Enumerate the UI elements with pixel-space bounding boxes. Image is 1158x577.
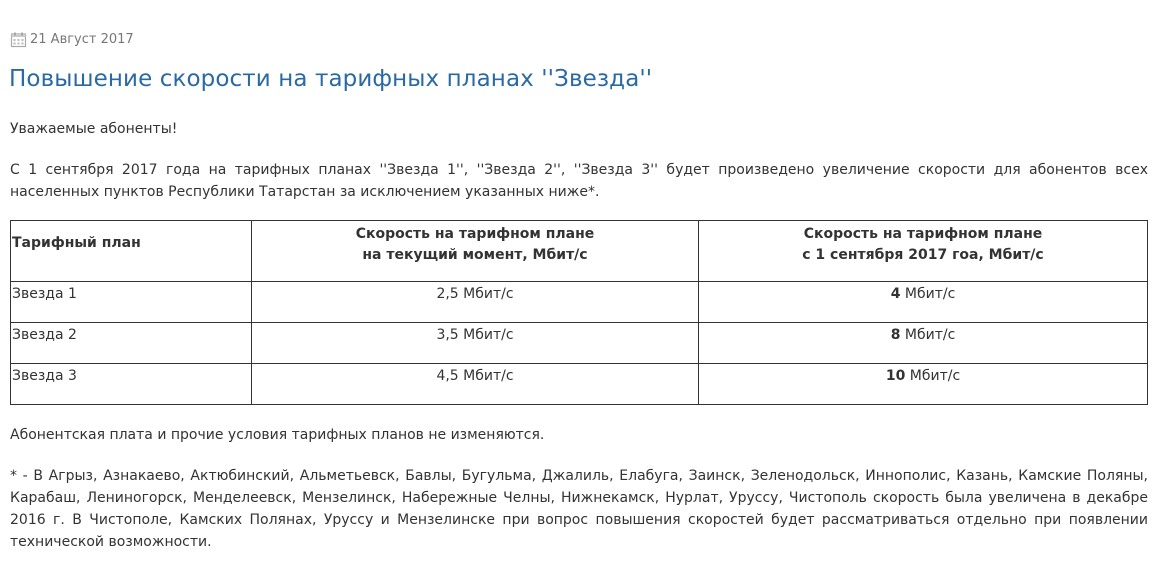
new-speed-unit: Мбит/с (905, 368, 961, 384)
greeting: Уважаемые абоненты! (10, 121, 178, 137)
cell-current-speed: 2,5 Мбит/с (252, 282, 699, 323)
calendar-icon (10, 31, 27, 48)
new-speed-value: 8 (890, 327, 901, 343)
tariff-table (10, 220, 1148, 405)
intro-paragraph: С 1 сентября 2017 года на тарифных планах ''Звезда 1'', ''Звезда 2'', ''Звезда 3'' будет произведено увеличение скорости для абонентов всех населенных пунктов Республики Татарстан за исключением указанных ниже*. (10, 162, 1148, 200)
header-new-speed (699, 221, 1148, 282)
new-speed-value: 10 (885, 368, 906, 384)
conditions-paragraph: Абонентская плата и прочие условия тарифных планов не изменяются. (10, 427, 545, 443)
page-title[interactable]: Повышение скорости на тарифных планах ''Звезда'' (9, 66, 653, 92)
cell-plan: Звезда 3 (11, 364, 252, 405)
cell-new-speed (699, 323, 1148, 364)
cell-plan: Звезда 2 (11, 323, 252, 364)
article-date (10, 31, 134, 48)
cell-plan: Звезда 1 (11, 282, 252, 323)
table-row (11, 364, 1148, 405)
header-current-line2: на текущий момент, Мбит/с (362, 247, 588, 263)
new-speed-unit: Мбит/с (900, 286, 956, 302)
header-current-line1: Скорость на тарифном плане (355, 226, 595, 242)
cell-new-speed (699, 282, 1148, 323)
new-speed-value: 4 (890, 286, 901, 302)
cell-new-speed (699, 364, 1148, 405)
header-plan: Тарифный план (11, 221, 252, 282)
header-new-line1: Скорость на тарифном плане (803, 226, 1043, 242)
footnote-paragraph: * - В Агрыз, Азнакаево, Актюбинский, Альметьевск, Бавлы, Бугульма, Джалиль, Елабуга, Заинск, Зеленодольск, Иннополис, Казань, Камские Поляны, Карабаш, Лениногорск, Менделеевск, Мензелинск, Набережные Челны, Нижнекамск, Нурлат, Уруссу, Чистополь скорость была увеличена в декабре 2016 г. В Чистополе, Камских Полянах, Уруссу и Мензелинске при вопрос повышения скоростей будет рассматриваться отдельно при появлении технической возможности. (10, 468, 1148, 550)
date-text: 21 Август 2017 (30, 32, 134, 47)
table-row (11, 323, 1148, 364)
new-speed-unit: Мбит/с (900, 327, 956, 343)
header-current-speed (252, 221, 699, 282)
header-new-line2: с 1 сентября 2017 гоа, Мбит/с (802, 247, 1044, 263)
table-header-row (11, 221, 1148, 282)
cell-current-speed: 4,5 Мбит/с (252, 364, 699, 405)
table-row (11, 282, 1148, 323)
cell-current-speed: 3,5 Мбит/с (252, 323, 699, 364)
